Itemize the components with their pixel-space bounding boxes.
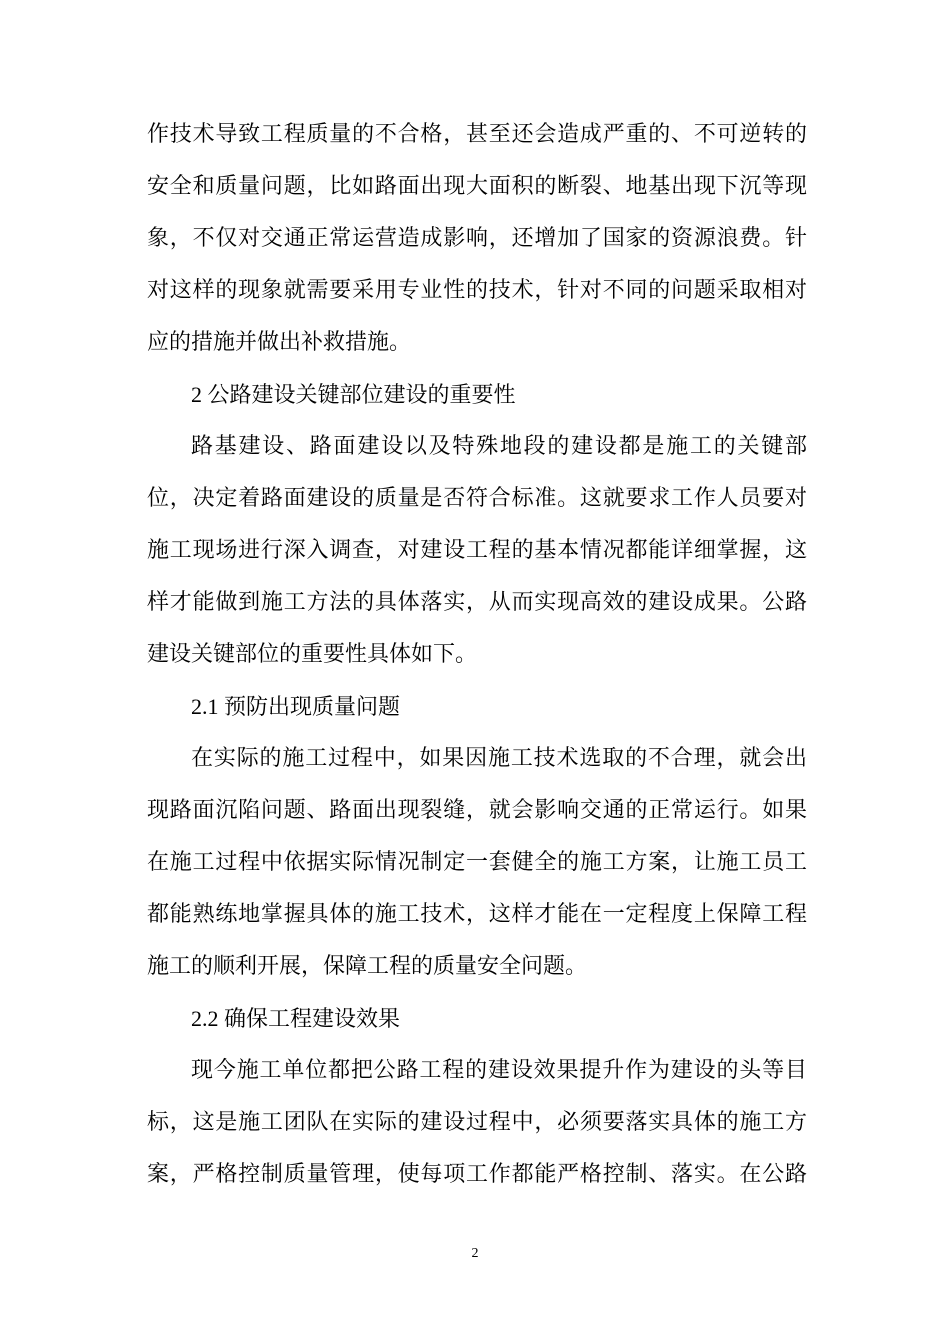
body-line: 施工的顺利开展，保障工程的质量安全问题。 [147,954,588,979]
page-number: 2 [471,1246,479,1261]
body-line: 样才能做到施工方法的具体落实，从而实现高效的建设成果。公路 [147,590,807,615]
body-line: 在施工过程中依据实际情况制定一套健全的施工方案，让施工员工 [147,850,807,875]
subsection-heading: 2.2 确保工程建设效果 [191,1006,401,1031]
subsection-heading: 2.1 预防出现质量问题 [191,694,401,719]
body-line: 路基建设、路面建设以及特殊地段的建设都是施工的关键部 [191,434,807,459]
body-line: 标，这是施工团队在实际的建设过程中，必须要落实具体的施工方 [147,1110,807,1135]
body-line: 都能熟练地掌握具体的施工技术，这样才能在一定程度上保障工程 [147,902,807,927]
body-line: 施工现场进行深入调查，对建设工程的基本情况都能详细掌握，这 [147,538,807,563]
body-line: 现路面沉陷问题、路面出现裂缝，就会影响交通的正常运行。如果 [147,798,807,823]
body-line: 建设关键部位的重要性具体如下。 [147,642,478,667]
body-line: 现今施工单位都把公路工程的建设效果提升作为建设的头等目 [191,1058,807,1083]
body-line: 对这样的现象就需要采用专业性的技术，针对不同的问题采取相对 [147,278,807,303]
section-heading: 2 公路建设关键部位建设的重要性 [191,382,516,407]
body-line: 象，不仅对交通正常运营造成影响，还增加了国家的资源浪费。针 [147,226,807,251]
body-line: 作技术导致工程质量的不合格，甚至还会造成严重的、不可逆转的 [147,122,807,147]
body-line: 在实际的施工过程中，如果因施工技术选取的不合理，就会出 [191,746,807,771]
body-line: 应的措施并做出补救措施。 [147,330,412,355]
body-line: 位，决定着路面建设的质量是否符合标准。这就要求工作人员要对 [147,486,807,511]
body-line: 安全和质量问题，比如路面出现大面积的断裂、地基出现下沉等现 [147,174,807,199]
body-line: 案，严格控制质量管理，使每项工作都能严格控制、落实。在公路 [147,1162,807,1187]
